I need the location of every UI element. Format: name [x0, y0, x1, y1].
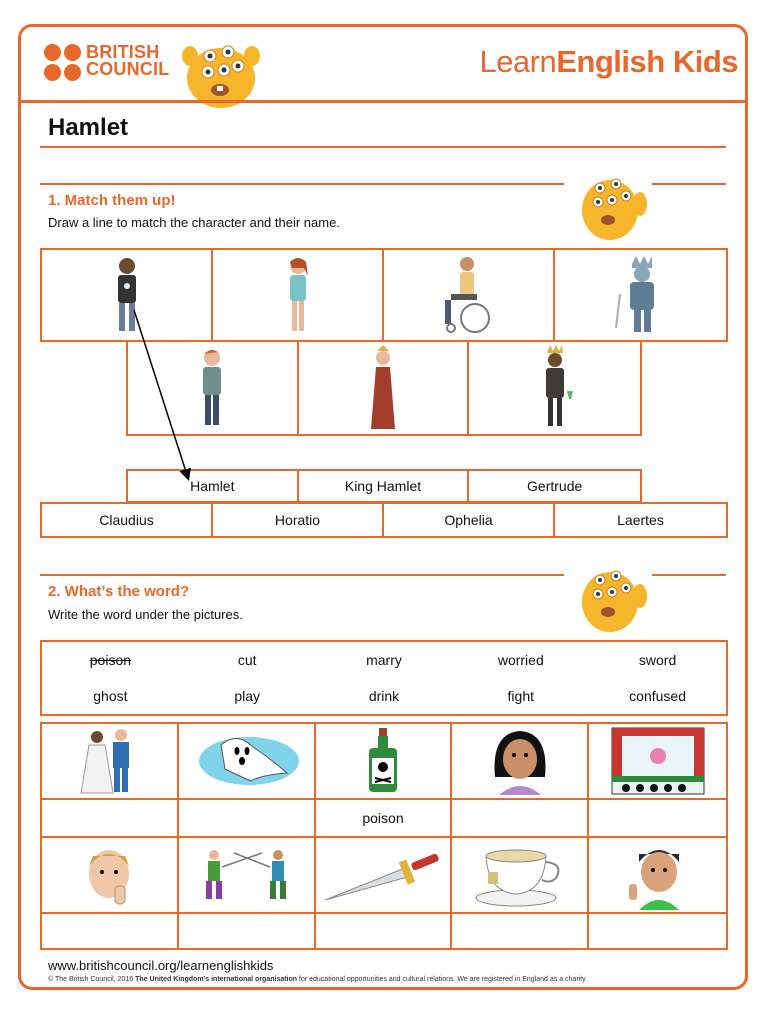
footer-url[interactable]: www.britishcouncil.org/learnenglishkids: [48, 958, 274, 973]
picture-cell: [316, 838, 453, 914]
confused-boy-icon: [79, 840, 139, 910]
wedding-couple-icon: [79, 727, 139, 795]
name-label: Hamlet: [128, 471, 299, 501]
name-label: Ophelia: [384, 504, 555, 536]
word-bank-item: poison: [89, 652, 132, 668]
page-title: Hamlet: [48, 114, 129, 141]
answer-cell[interactable]: [179, 914, 316, 948]
poison-bottle-icon: [363, 726, 403, 796]
picture-cell: [589, 838, 726, 914]
picture-cell: [452, 724, 589, 800]
section2-rule-right: [652, 574, 726, 576]
name-label: Horatio: [213, 504, 384, 536]
brand-wordmark: LearnEnglish Kids: [479, 44, 738, 79]
word-bank-item: drink: [368, 688, 400, 704]
name-label: Claudius: [42, 504, 213, 536]
word-bank-item: sword: [638, 652, 677, 668]
word-bank-item: fight: [507, 688, 535, 704]
picture-cell: [179, 838, 316, 914]
theatre-stage-icon: [610, 726, 706, 796]
worried-woman-icon: [485, 727, 555, 795]
section2-rule: [40, 574, 564, 576]
word-bank-item: confused: [629, 688, 686, 704]
answer-cell[interactable]: poison: [316, 800, 453, 838]
word-bank-item: worried: [497, 652, 544, 668]
sword-fight-icon: [186, 845, 306, 905]
section2-instruction: Write the word under the pictures.: [48, 607, 243, 622]
word-bank-item: marry: [366, 652, 402, 668]
section2-mascot-icon: [572, 562, 652, 634]
picture-cell: [42, 838, 179, 914]
picture-grid: [40, 722, 728, 950]
answer-cell[interactable]: [589, 914, 726, 948]
teacup-icon: [470, 842, 570, 908]
answer-cell[interactable]: [42, 800, 179, 838]
picture-cell: [452, 838, 589, 914]
answer-cell[interactable]: [179, 800, 316, 838]
name-label: Gertrude: [527, 478, 583, 494]
answer-cell[interactable]: [589, 800, 726, 838]
section1-heading: 1. Match them up!: [48, 192, 176, 209]
section1-instruction: Draw a line to match the character and their name.: [48, 215, 340, 230]
section2-heading: 2. What’s the word?: [48, 583, 190, 600]
picture-cell: [42, 724, 179, 800]
name-label: Laertes: [617, 512, 664, 528]
footer-copyright: © The British Council, 2016 The United Kingdom’s international organisation for educational opportunities and cultural relations. We are registered in England as a charity.: [48, 976, 588, 983]
name-label: King Hamlet: [299, 471, 470, 501]
picture-cell: [589, 724, 726, 800]
word-bank-item: cut: [237, 652, 257, 668]
ghost-icon: [191, 729, 301, 793]
answer-cell[interactable]: [452, 914, 589, 948]
answer-cell[interactable]: [42, 914, 179, 948]
picture-cell: [179, 724, 316, 800]
sword-icon: [321, 844, 445, 906]
word-bank-item: ghost: [93, 688, 128, 704]
thinking-boy-icon: [625, 840, 691, 910]
answer-cell[interactable]: [316, 914, 453, 948]
answer-cell[interactable]: [452, 800, 589, 838]
word-bank-item: play: [234, 688, 261, 704]
picture-cell: [316, 724, 453, 800]
word-bank: [40, 640, 728, 716]
org-name: BRITISH COUNCIL: [86, 42, 170, 79]
